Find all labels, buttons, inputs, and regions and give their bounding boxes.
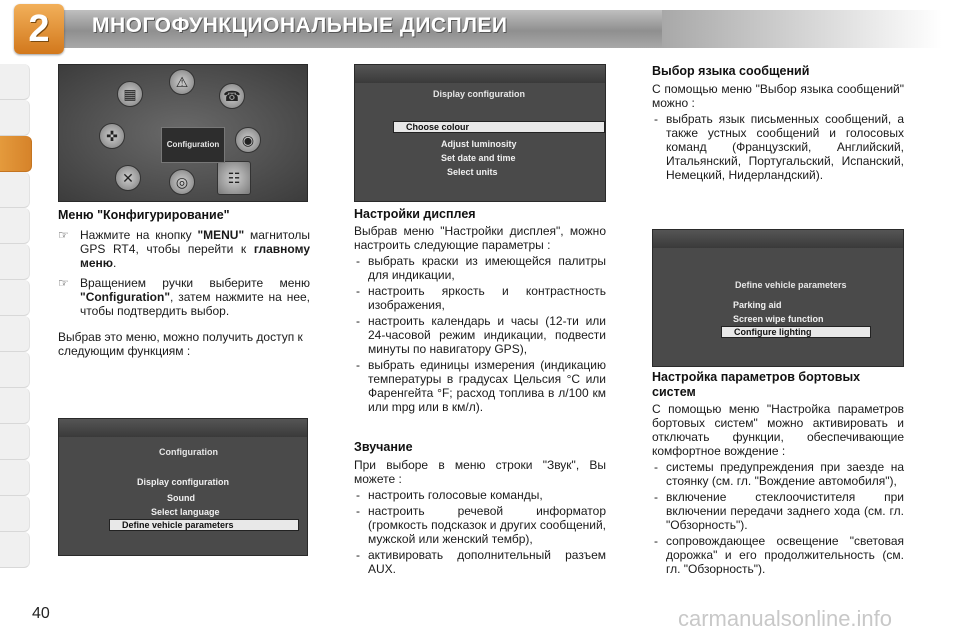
list-item: - выбрать краски из имеющейся палитры для индикации, [354,254,606,282]
phone-icon: ☎ [219,83,245,109]
side-tab-2[interactable] [0,100,30,136]
list-item: - выбрать язык письменных сообщений, а также устных сообщений и голосовых команд (Французский, Английский, Итальянский, Португальский, Испанский, Немецкий, Нидерландский). [652,112,904,182]
menu-item-parking-aid[interactable]: Parking aid [733,300,782,310]
screenshot-vehicle-parameters [652,229,904,367]
screen-status-bar [59,419,307,437]
chapter-number: 2 [28,8,50,50]
screenshot-display-configuration [354,64,606,202]
screen-status-bar [355,65,605,83]
section-heading-sound: Звучание [354,440,413,454]
section-heading-configuration: Меню "Конфигурирование" [58,208,230,222]
screen-title: Configuration [159,447,218,457]
side-tab-12[interactable] [0,460,30,496]
navigation-icon: ✜ [99,123,125,149]
side-tab-7[interactable] [0,280,30,316]
menu-item-display-configuration[interactable]: Display configuration [137,477,230,487]
list-item: - сопровождающее освещение "световая дорожка" и его продолжительность (см. гл. "Обзорность"). [652,534,904,576]
language-intro: С помощью меню "Выбор языка сообщений" можно : [652,82,904,110]
settings-icon: ☷ [217,161,251,195]
list-item: - настроить голосовые команды, [354,488,606,502]
vehicle-parameters-intro: С помощью меню "Настройка параметров бортовых систем" можно активировать и отключать функции, обеспечивающие комфортное вождение : [652,402,904,458]
list-item: - включение стеклоочистителя при включении передачи заднего хода (см. гл. "Обзорность"). [652,490,904,532]
chapter-title: МНОГОФУНКЦИОНАЛЬНЫЕ ДИСПЛЕИ [92,14,508,37]
menu-item-configure-lighting[interactable]: Configure lighting [721,326,871,338]
list-item: - выбрать единицы измерения (индикацию температуры в градусах Цельсия °С или Фаренгейта °F; расход топлива в л/100 км или mpg или в км/л). [354,358,606,414]
intro-paragraph: Выбрав это меню, можно получить доступ к следующим функциям : [58,330,303,358]
page-number: 40 [32,605,50,622]
sound-intro: При выборе в меню строки "Звук", Вы можете : [354,458,606,486]
section-heading-vehicle-parameters: Настройка параметров бортовых систем [652,370,861,399]
section-heading-display-settings: Настройки дисплея [354,207,476,221]
menu-item-set-date-time[interactable]: Set date and time [441,153,516,163]
list-item: - настроить речевой информатор (громкость подсказок и других сообщений, мужской или женский тембр), [354,504,606,546]
list-item: - настроить яркость и контрастность изображения, [354,284,606,312]
side-tab-11[interactable] [0,424,30,460]
language-list [652,112,904,184]
instruction-list [58,228,310,324]
warning-icon: ⚠ [169,69,195,95]
side-tab-1[interactable] [0,64,30,100]
menu-item-screen-wipe[interactable]: Screen wipe function [733,314,824,324]
tools-icon: ✕ [115,165,141,191]
vehicle-parameters-list [652,460,904,578]
menu-item-select-units[interactable]: Select units [447,167,498,177]
menu-item-define-vehicle-parameters[interactable]: Define vehicle parameters [109,519,299,531]
side-tab-active[interactable] [0,136,32,172]
side-tab-13[interactable] [0,496,30,532]
page-header [0,0,960,58]
section-heading-language: Выбор языка сообщений [652,64,810,78]
side-tab-4[interactable] [0,172,30,208]
menu-item-sound[interactable]: Sound [167,493,195,503]
instruction-step-2: ☞ Вращением ручки выберите меню "Configuration", затем нажмите на нее, чтобы подтвердить выбор. [58,276,310,318]
menu-item-choose-colour[interactable]: Choose colour [393,121,605,133]
menu-item-select-language[interactable]: Select language [151,507,220,517]
instruction-step-1: ☞ Нажмите на кнопку "MENU" магнитолы GPS RT4, чтобы перейти к главному меню. [58,228,310,270]
disc-icon: ◎ [169,169,195,195]
side-tab-5[interactable] [0,208,30,244]
side-tab-6[interactable] [0,244,30,280]
watermark: carmanualsonline.info [678,606,893,631]
display-settings-intro: Выбрав меню "Настройки дисплея", можно настроить следующие параметры : [354,224,606,252]
list-item: - системы предупреждения при заезде на стоянку (см. гл. "Вождение автомобиля"), [652,460,904,488]
header-bar-fade [662,10,942,48]
media-icon: ▦ [117,81,143,107]
list-item: - настроить календарь и часы (12-ти или 24-часовой режим индикации, подвести минуты по навигатору GPS), [354,314,606,356]
display-settings-list [354,254,606,416]
screenshot-configuration-ring [58,64,308,202]
ring-center-label: Configuration [161,127,225,163]
side-tab-9[interactable] [0,352,30,388]
screenshot-configuration-menu [58,418,308,556]
list-item: - активировать дополнительный разъем AUX. [354,548,606,576]
side-tab-10[interactable] [0,388,30,424]
menu-item-adjust-luminosity[interactable]: Adjust luminosity [441,139,517,149]
sound-list [354,488,606,578]
screen-title: Display configuration [433,89,526,99]
side-tab-14[interactable] [0,532,30,568]
screen-title: Define vehicle parameters [735,280,847,290]
radio-icon: ◉ [235,127,261,153]
side-tab-8[interactable] [0,316,30,352]
screen-status-bar [653,230,903,248]
